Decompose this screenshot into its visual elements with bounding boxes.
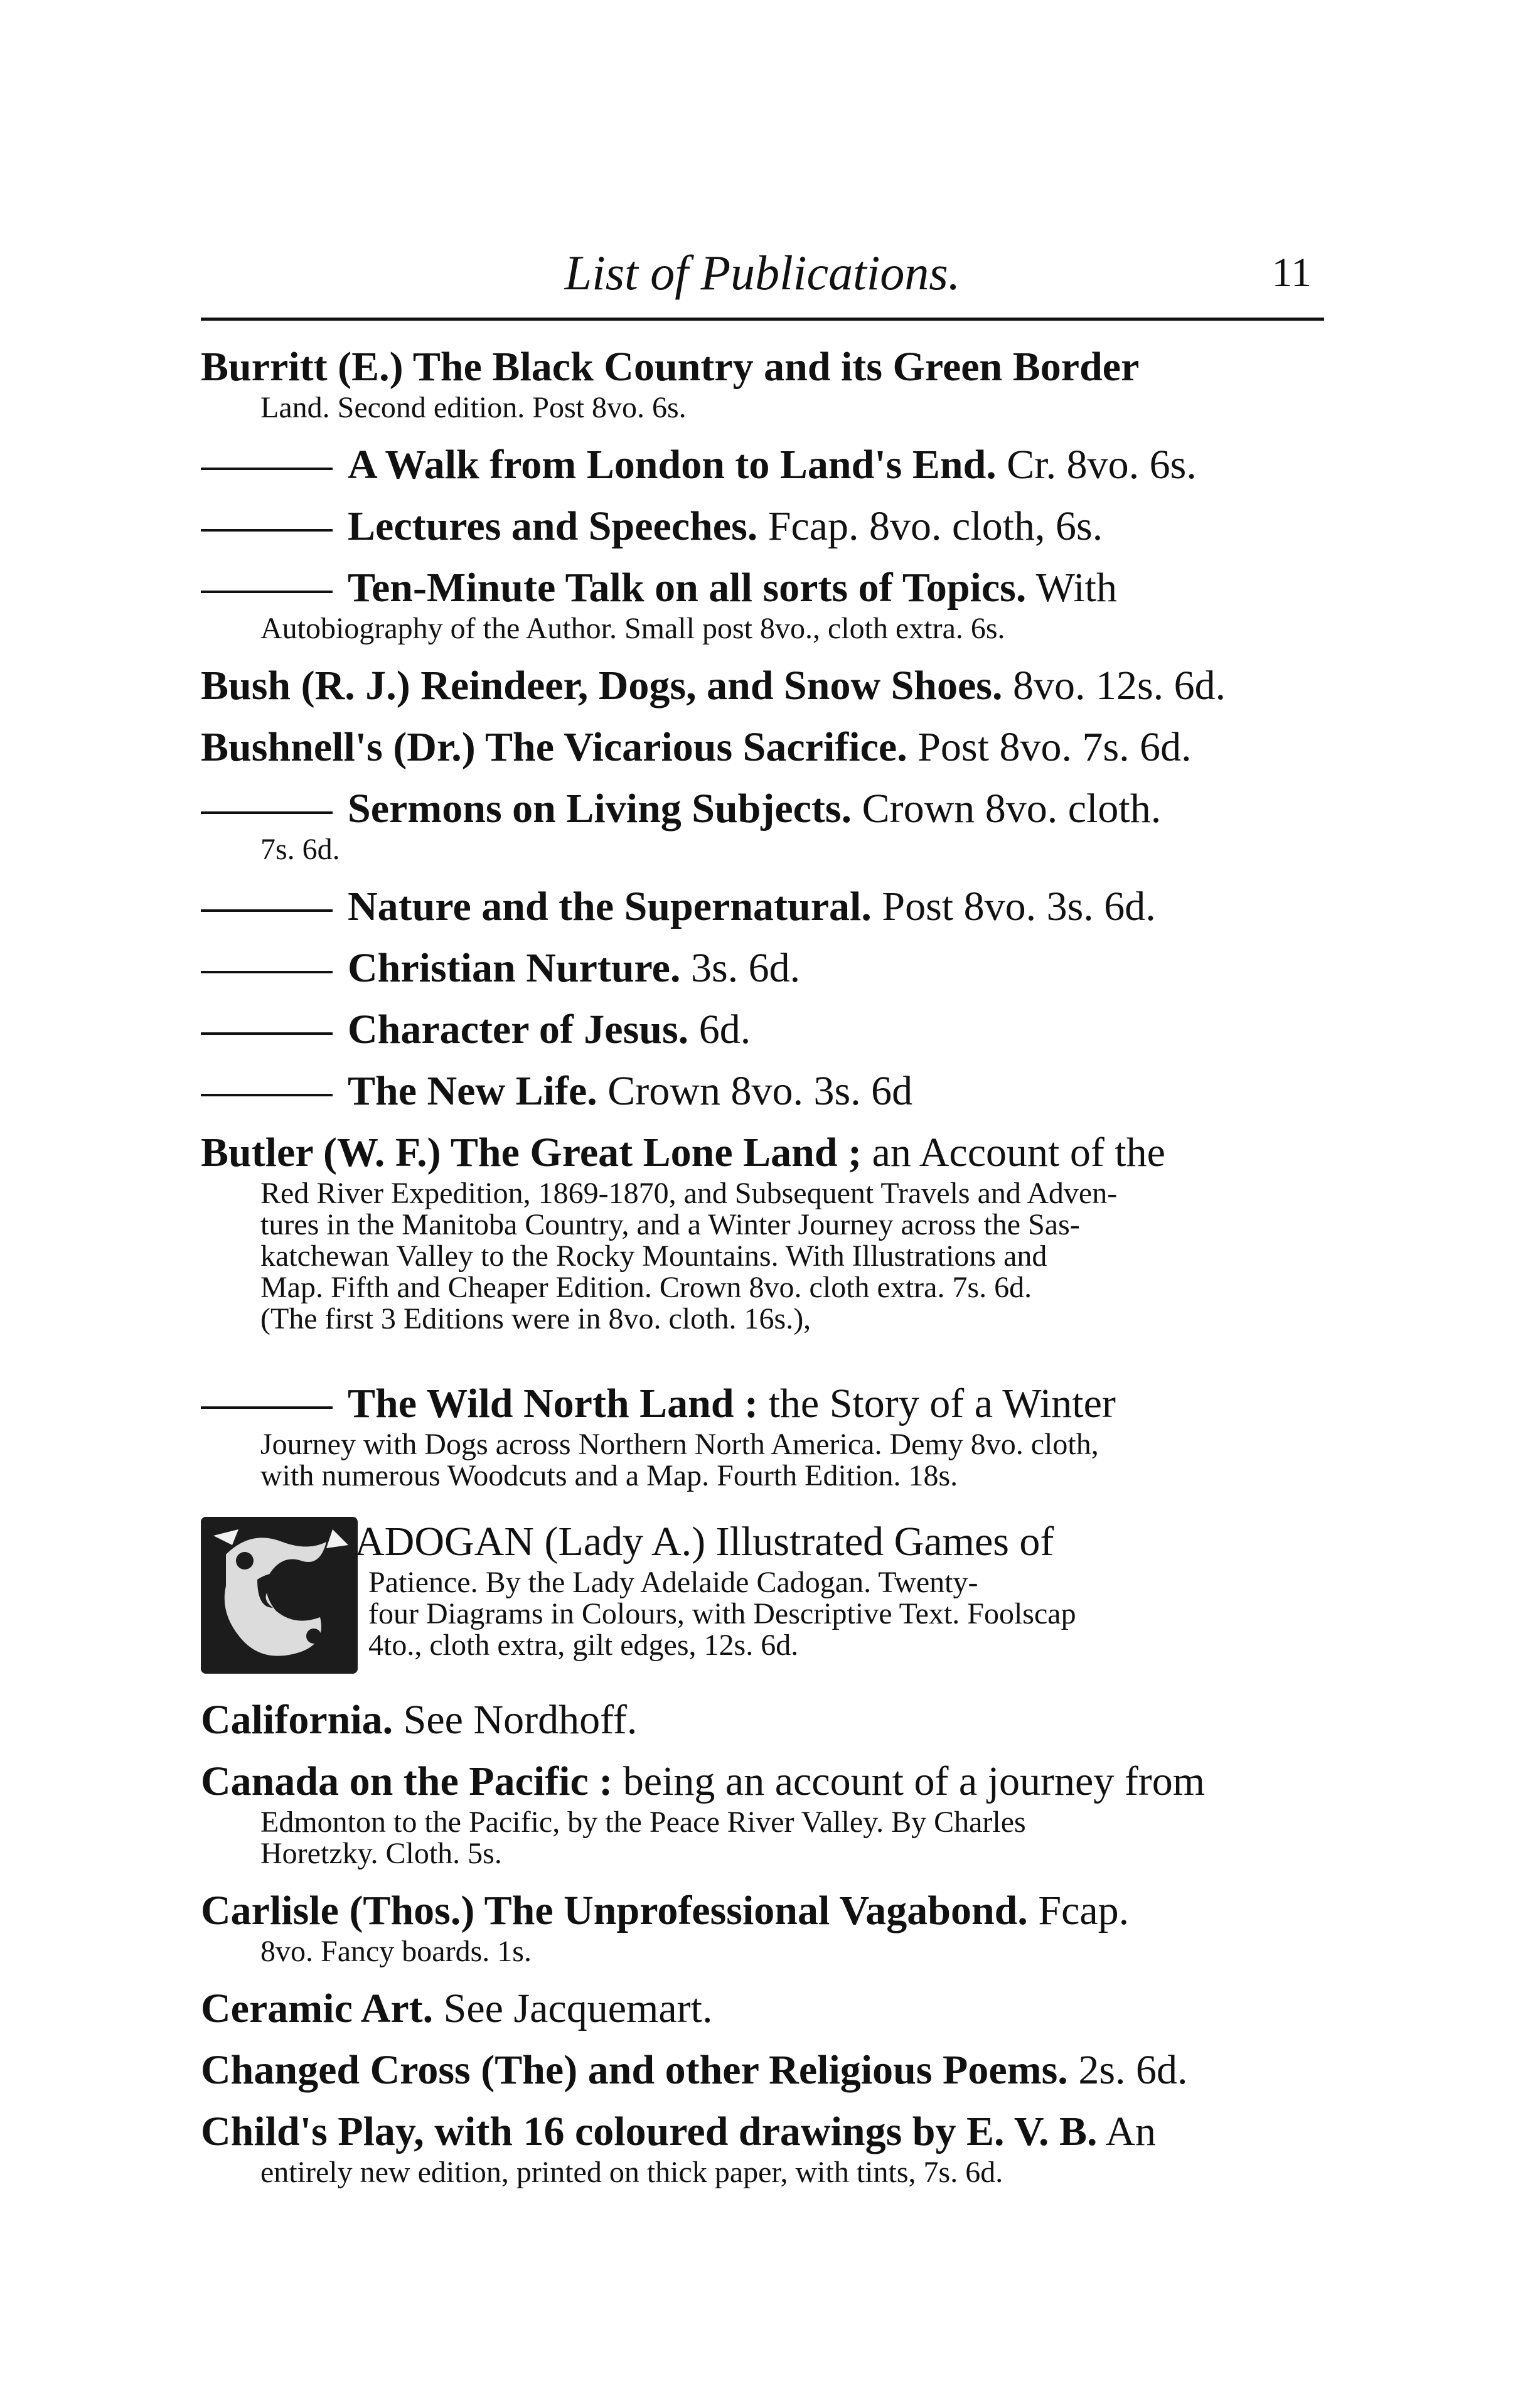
entry-heading: Burritt (E.) The Black Country and its Green Border	[201, 344, 1140, 390]
header-rule	[201, 318, 1324, 321]
catalogue-entry	[201, 943, 1324, 993]
entry-heading: Canada on the Pacific :	[201, 1758, 613, 1804]
entry-details: being an account of a journey from	[612, 1758, 1206, 1804]
entry-description-line: with numerous Woodcuts and a Map. Fourth Edition. 18s.	[260, 1459, 958, 1492]
entry-description-line: entirely new edition, printed on thick paper, with tints, 7s. 6d.	[260, 2156, 1003, 2189]
entry-details: See Nordhoff.	[393, 1697, 638, 1743]
ditto-dash	[201, 1406, 333, 1409]
entry-main-line	[201, 722, 1324, 773]
cadogan-line-2: four Diagrams in Colours, with Descriptive Text. Foolscap	[368, 1597, 1076, 1630]
entry-heading: Butler (W. F.) The Great Lone Land ;	[201, 1130, 862, 1175]
entry-details: Crown 8vo. cloth.	[852, 786, 1162, 832]
entry-main-line	[201, 342, 1324, 392]
entry-heading: A Walk from London to Land's End.	[348, 442, 997, 488]
entry-description-line: Autobiography of the Author. Small post 8vo., cloth extra. 6s.	[260, 612, 1005, 645]
ditto-dash	[201, 529, 333, 532]
ditto-dash	[201, 468, 333, 470]
entry-main-line	[201, 1886, 1324, 1936]
entry-heading: The New Life.	[348, 1068, 597, 1114]
catalogue-entry	[201, 342, 1324, 424]
catalogue-entry	[201, 1886, 1324, 1967]
entry-description-line: Land. Second edition. Post 8vo. 6s.	[260, 391, 687, 424]
cadogan-line-3: 4to., cloth extra, gilt edges, 12s. 6d.	[368, 1629, 799, 1662]
catalogue-entry	[201, 2045, 1324, 2095]
entry-description-line: Red River Expedition, 1869-1870, and Subsequent Travels and Adven-	[260, 1177, 1118, 1210]
catalogue-entry	[201, 882, 1324, 932]
entry-details: Fcap.	[1027, 1888, 1130, 1934]
entry-heading: California.	[201, 1697, 393, 1743]
catalogue-entry	[201, 722, 1324, 773]
catalogue-entry	[201, 1066, 1324, 1116]
entry-details: With	[1026, 565, 1118, 611]
entry-main-line	[201, 440, 1324, 490]
entries-group-c	[201, 1695, 1324, 2188]
entry-details: 2s. 6d.	[1067, 2047, 1188, 2093]
entries-list	[201, 342, 1324, 2205]
entry-heading: Nature and the Supernatural.	[348, 884, 872, 929]
entry-heading: Ten-Minute Talk on all sorts of Topics.	[348, 565, 1027, 611]
catalogue-entry	[201, 563, 1324, 645]
entry-main-line	[201, 943, 1324, 993]
entry-details: Cr. 8vo. 6s.	[996, 442, 1197, 488]
page-header	[201, 238, 1324, 308]
entry-details: Fcap. 8vo. cloth, 6s.	[757, 503, 1103, 549]
entry-details: 3s. 6d.	[680, 945, 801, 991]
cadogan-heading: ADOGAN (Lady A.) Illustrated Games of	[355, 1519, 1054, 1565]
entry-main-line	[201, 1379, 1324, 1429]
entries-group-b	[201, 342, 1324, 1492]
entry-description-line: katchewan Valley to the Rocky Mountains. With Illustrations and	[260, 1239, 1047, 1273]
page-number: 11	[1271, 250, 1312, 296]
entry-main-line	[201, 563, 1324, 613]
entry-main-line	[201, 1066, 1324, 1116]
entry-description-line: (The first 3 Editions were in 8vo. cloth. 16s.),	[260, 1302, 811, 1335]
entry-main-line	[201, 1005, 1324, 1055]
catalogue-entry	[201, 784, 1324, 865]
entry-description-line: 7s. 6d.	[260, 833, 340, 866]
entry-details: Crown 8vo. 3s. 6d	[597, 1068, 913, 1114]
catalogue-entry	[201, 1005, 1324, 1055]
decorative-initial-c-icon	[201, 1517, 358, 1674]
ditto-dash	[201, 811, 333, 814]
entry-description-line: tures in the Manitoba Country, and a Winter Journey across the Sas-	[260, 1208, 1080, 1241]
catalogue-entry	[201, 440, 1324, 490]
entry-heading: Sermons on Living Subjects.	[348, 786, 852, 832]
ditto-dash	[201, 971, 333, 973]
ditto-dash	[201, 909, 333, 912]
entry-main-line	[201, 661, 1324, 711]
cadogan-text	[355, 1517, 1324, 1661]
catalogue-entry	[201, 1695, 1324, 1745]
entry-heading: Character of Jesus.	[348, 1007, 689, 1052]
entry-details: See Jacquemart.	[433, 1986, 713, 2031]
entry-description-line: Journey with Dogs across Northern North America. Demy 8vo. cloth,	[260, 1428, 1099, 1461]
catalogue-entry	[201, 1128, 1324, 1335]
entry-main-line	[201, 784, 1324, 834]
entry-heading: Child's Play, with 16 coloured drawings by E. V. B.	[201, 2109, 1098, 2154]
ditto-dash	[201, 1094, 333, 1096]
entry-details: the Story of a Winter	[758, 1381, 1116, 1426]
entry-main-line	[201, 1757, 1324, 1807]
entry-heading: Lectures and Speeches.	[348, 503, 758, 549]
entry-details: 6d.	[688, 1007, 751, 1052]
catalogue-entry	[201, 661, 1324, 711]
cadogan-entry	[201, 1517, 1324, 1680]
entry-details: 8vo. 12s. 6d.	[1002, 663, 1226, 709]
ditto-dash	[201, 1032, 333, 1035]
entry-main-line	[201, 2107, 1324, 2157]
entry-heading: Changed Cross (The) and other Religious Poems.	[201, 2047, 1068, 2093]
cadogan-line-1: Patience. By the Lady Adelaide Cadogan. Twenty-	[368, 1566, 978, 1599]
entry-description-line: Edmonton to the Pacific, by the Peace River Valley. By Charles	[260, 1805, 1026, 1839]
entry-main-line	[201, 2045, 1324, 2095]
entry-main-line	[201, 1128, 1324, 1178]
catalogue-entry	[201, 1379, 1324, 1492]
entry-details: an Account of the	[862, 1130, 1165, 1175]
entry-main-line	[201, 1984, 1324, 2034]
entry-description-line: Map. Fifth and Cheaper Edition. Crown 8vo. cloth extra. 7s. 6d.	[260, 1271, 1032, 1304]
catalogue-entry	[201, 2107, 1324, 2188]
entry-heading: Christian Nurture.	[348, 945, 681, 991]
entry-description-line: 8vo. Fancy boards. 1s.	[260, 1935, 532, 1968]
entry-heading: Bushnell's (Dr.) The Vicarious Sacrifice.	[201, 724, 907, 770]
entry-main-line	[201, 501, 1324, 552]
entry-details: Post 8vo. 7s. 6d.	[907, 724, 1192, 770]
entry-heading: The Wild North Land :	[348, 1381, 759, 1426]
catalogue-entry	[201, 1984, 1324, 2034]
entry-description-line: Horetzky. Cloth. 5s.	[260, 1837, 502, 1870]
entry-details: Post 8vo. 3s. 6d.	[871, 884, 1156, 929]
entry-details: An	[1097, 2109, 1157, 2154]
ditto-dash	[201, 591, 333, 593]
catalogue-entry	[201, 1757, 1324, 1869]
entry-heading: Ceramic Art.	[201, 1986, 434, 2031]
running-title: List of Publications.	[564, 245, 961, 300]
entry-main-line	[201, 1695, 1324, 1745]
catalogue-entry	[201, 501, 1324, 552]
entry-heading: Carlisle (Thos.) The Unprofessional Vagabond.	[201, 1888, 1028, 1934]
entry-main-line	[201, 882, 1324, 932]
entry-heading: Bush (R. J.) Reindeer, Dogs, and Snow Shoes.	[201, 663, 1003, 709]
